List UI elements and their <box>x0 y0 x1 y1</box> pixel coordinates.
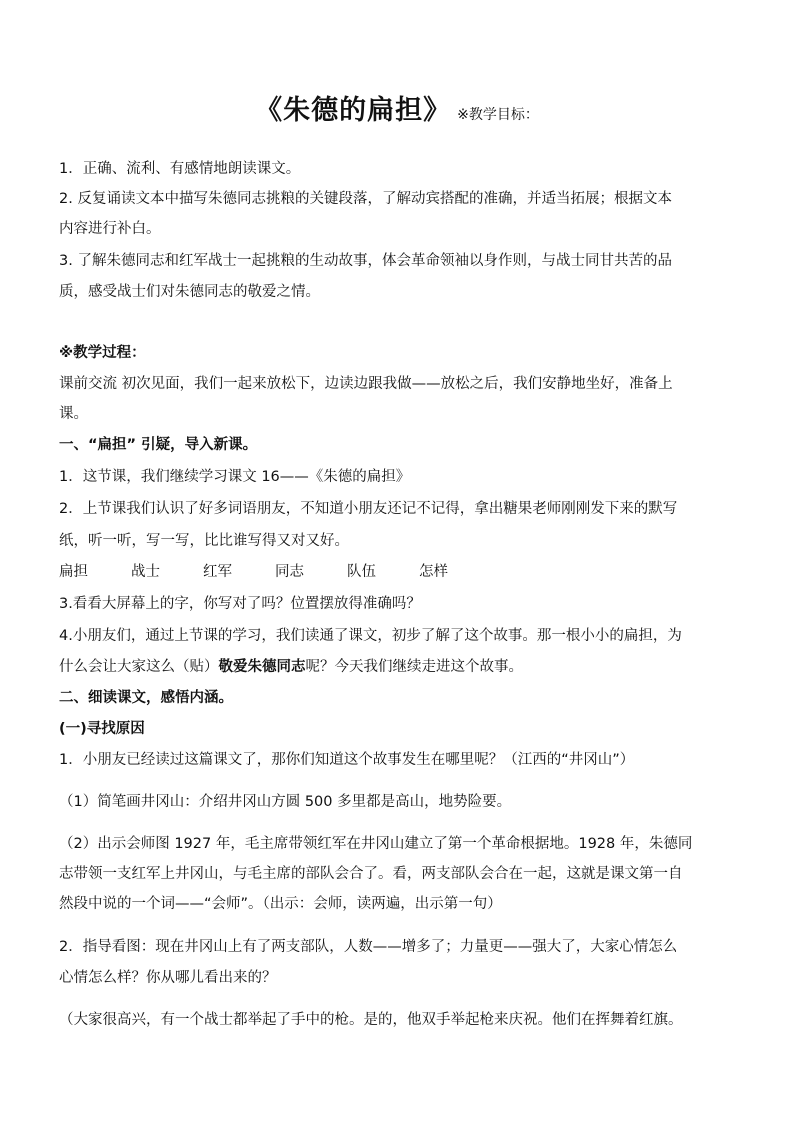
s2-item-1-2-line-1: （2）出示会师图 1927 年，毛主席带领红军在井冈山建立了第一个革命根据地。1928 年，朱德同 <box>59 836 693 852</box>
vocab-word: 扁担 <box>59 564 88 580</box>
page-title: 《朱德的扁担》 <box>255 95 452 126</box>
s1-item-1: 1．这节课，我们继续学习课文 16——《朱德的扁担》 <box>59 469 411 485</box>
vocab-word: 同志 <box>275 564 304 580</box>
goal-2-line-1: 2. 反复诵读文本中描写朱德同志挑粮的关键段落，了解动宾搭配的准确，并适当拓展；根据文本 <box>59 191 672 207</box>
s1-item-4-post: 呢？今天我们继续走进这个故事。 <box>305 659 523 675</box>
section2-heading: 二、细读课文，感悟内涵。 <box>59 690 233 706</box>
s2-item-1: 1．小朋友已经读过这篇课文了，那你们知道这个故事发生在哪里呢？（江西的“井冈山”） <box>59 752 635 768</box>
vocab-word: 红军 <box>203 564 232 580</box>
goal-2-line-2: 内容进行补白。 <box>59 221 161 237</box>
section1-heading: 一、“扁担” 引疑，导入新课。 <box>59 437 258 453</box>
s2-item-2-line-3: （大家很高兴，有一个战士都举起了手中的枪。是的，他双手举起枪来庆祝。他们在挥舞着红旗。 <box>59 1012 683 1028</box>
goal-3-line-2: 质，感受战士们对朱德同志的敬爱之情。 <box>59 284 320 300</box>
goal-1: 1．正确、流利、有感情地朗读课文。 <box>59 161 301 177</box>
intro-line-1: 课前交流 初次见面，我们一起来放松下，边读边跟我做——放松之后，我们安静地坐好，准备上 <box>59 376 673 392</box>
s1-item-3: 3.看看大屏幕上的字，你写对了吗？位置摆放得准确吗？ <box>59 596 421 612</box>
s1-item-4-emphasis: 敬爱朱德同志 <box>218 659 306 675</box>
process-heading: ※教学过程： <box>59 345 146 361</box>
s1-item-4-pre: 什么会让大家这么（贴） <box>59 659 219 675</box>
vocab-word: 怎样 <box>419 564 448 580</box>
s1-item-2-line-1: 2．上节课我们认识了好多词语朋友，不知道小朋友还记不记得，拿出糖果老师刚刚发下来的默写 <box>59 501 678 517</box>
s1-item-4-line-2 <box>59 657 523 677</box>
s1-item-2-line-2: 纸，听一听，写一写，比比谁写得又对又好。 <box>59 533 349 549</box>
title-line <box>0 88 794 127</box>
intro-line-2: 课。 <box>59 406 88 422</box>
goal-3-line-1: 3. 了解朱德同志和红军战士一起挑粮的生动故事，体会革命领袖以身作则，与战士同甘共苦的品 <box>59 253 672 269</box>
s2-item-1-2-line-3: 然段中说的一个词——“会师”。（出示：会师，读两遍，出示第一句） <box>59 896 502 912</box>
vocab-word: 队伍 <box>347 564 376 580</box>
s2-item-2-line-2: 心情怎么样？你从哪儿看出来的？ <box>59 970 277 986</box>
s1-item-4-line-1: 4.小朋友们，通过上节课的学习，我们读通了课文，初步了解了这个故事。那一根小小的扁担，为 <box>59 628 682 644</box>
s2-item-1-1: （1）简笔画井冈山：介绍井冈山方圆 500 多里都是高山，地势险要。 <box>59 794 512 810</box>
s2-item-1-2-line-2: 志带领一支红军上井冈山，与毛主席的部队会合了。看，两支部队会合在一起，这就是课文第一自 <box>59 866 683 882</box>
section-label-goals: ※教学目标： <box>457 107 539 123</box>
subsection-1-heading: (一)寻找原因 <box>59 721 145 737</box>
s2-item-2-line-1: 2．指导看图：现在井冈山上有了两支部队，人数——增多了；力量更——强大了，大家心情怎么 <box>59 939 678 955</box>
vocab-list <box>59 562 491 582</box>
vocab-word: 战士 <box>131 564 160 580</box>
